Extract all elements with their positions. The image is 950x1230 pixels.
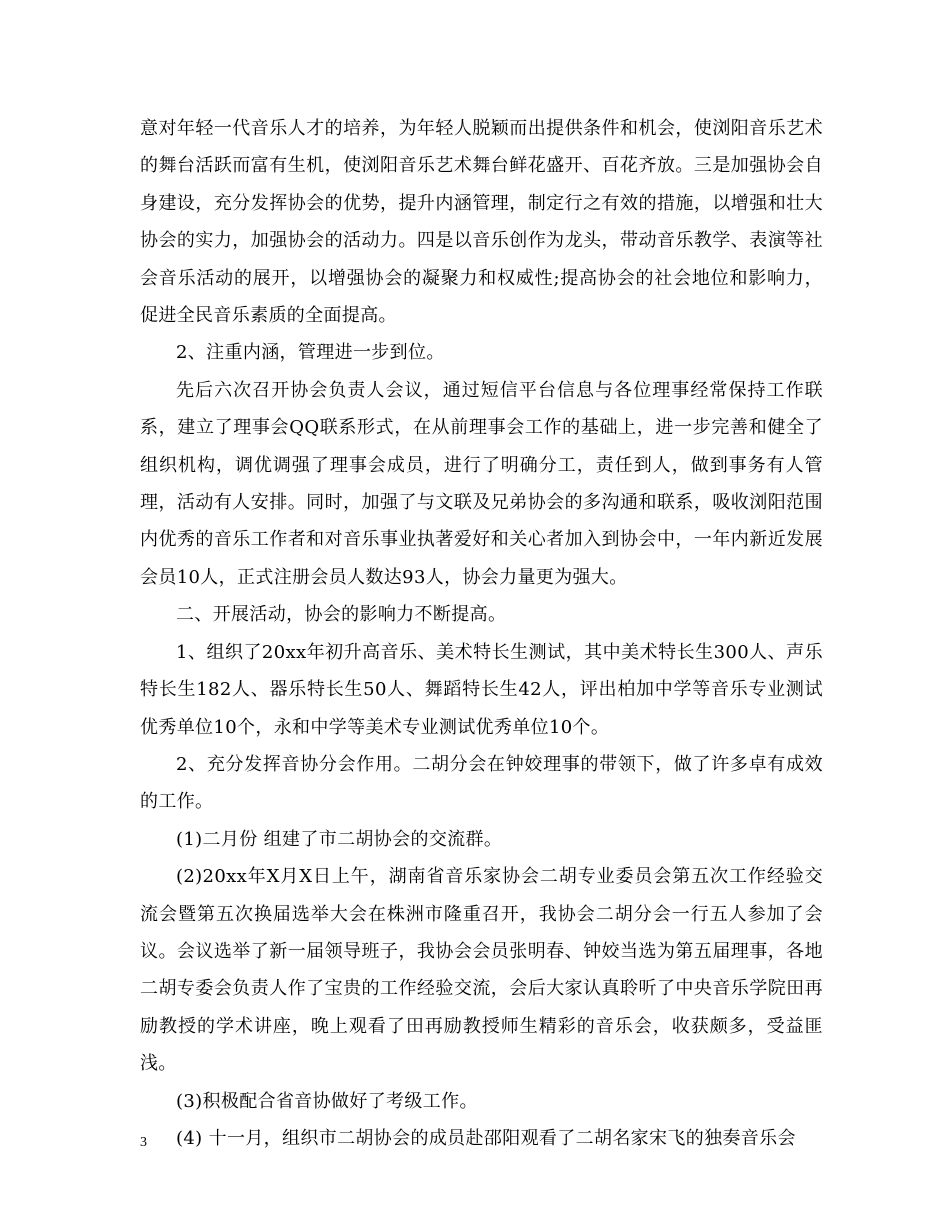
paragraph-6: 2、充分发挥音协分会作用。二胡分会在钟姣理事的带领下，做了许多卓有成效的工作。 (140, 753, 823, 813)
paragraph-8: (2)20xx年X月X日上午，湖南省音乐家协会二胡专业委员会第五次工作经验交流会暨第五次换届选举大会在株洲市隆重召开，我协会二胡分会一行五人参加了会议。会议选举了新一届领导班子，我协会会员张明春、钟姣当选为第五届理事，各地二胡专委会负责人作了宝贵的工作经验交流，会后大家认真聆听了中央音乐学院田再励教授的学术讲座，晚上观看了田再励教授师生精彩的音乐会，收获颇多，受益匪浅。 (140, 866, 823, 1075)
paragraph-7: (1)二月份 组建了市二胡协会的交流群。 (176, 828, 503, 850)
page-number: 3 (140, 1135, 147, 1150)
paragraph-10: (4) 十一月，组织市二胡协会的成员赴邵阳观看了二胡名家宋飞的独奏音乐会 (176, 1127, 796, 1149)
paragraph-2: 2、注重内涵，管理进一步到位。 (176, 342, 445, 364)
paragraph-4: 二、开展活动，协会的影响力不断提高。 (176, 604, 507, 626)
document-body (140, 110, 823, 1157)
paragraph-5: 1、组织了20xx年初升高音乐、美术特长生测试，其中美术特长生300人、声乐特长生182人、器乐特长生50人、舞蹈特长生42人，评出柏加中学等音乐专业测试优秀单位10个，永和中学等美术专业测试优秀单位10个。 (140, 641, 823, 738)
paragraph-1: 意对年轻一代音乐人才的培养，为年轻人脱颖而出提供条件和机会，使浏阳音乐艺术的舞台活跃而富有生机，使浏阳音乐艺术舞台鲜花盛开、百花齐放。三是加强协会自身建设，充分发挥协会的优势，提升内涵管理，制定行之有效的措施，以增强和壮大协会的实力，加强协会的活动力。四是以音乐创作为龙头，带动音乐教学、表演等社会音乐活动的展开，以增强协会的凝聚力和权威性;提高协会的社会地位和影响力，促进全民音乐素质的全面提高。 (140, 118, 823, 327)
paragraph-3: 先后六次召开协会负责人会议，通过短信平台信息与各位理事经常保持工作联系，建立了理事会QQ联系形式，在从前理事会工作的基础上，进一步完善和健全了组织机构，调优调强了理事会成员，进行了明确分工，责任到人，做到事务有人管理，活动有人安排。同时，加强了与文联及兄弟协会的多沟通和联系，吸收浏阳范围内优秀的音乐工作者和对音乐事业执著爱好和关心者加入到协会中，一年内新近发展会员10人，正式注册会员人数达93人，协会力量更为强大。 (140, 379, 823, 588)
paragraph-9: (3)积极配合省音协做好了考级工作。 (176, 1090, 478, 1112)
